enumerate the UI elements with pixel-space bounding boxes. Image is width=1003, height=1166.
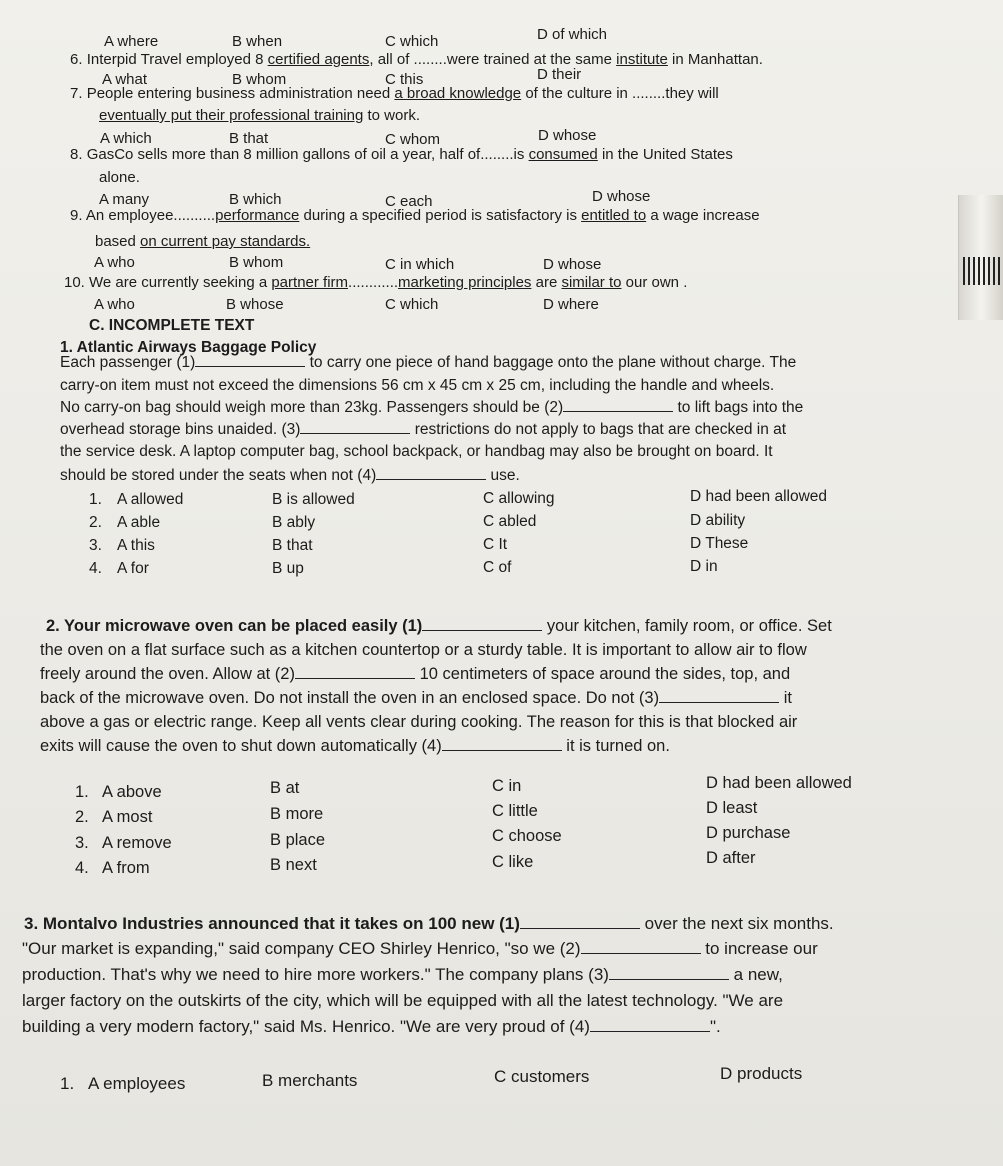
t2-o3-number: 3.	[75, 834, 89, 852]
t2-o4-a: A from	[102, 859, 150, 877]
text3-line-4: larger factory on the outskirts of the city, which will be equipped with all the latest technology. "We are	[22, 991, 784, 1010]
q8-option-a: A many	[99, 191, 150, 208]
text2-line-1: 2. Your microwave oven can be placed easily (1) your kitchen, family room, or office. Set	[46, 617, 832, 635]
t1-o2-a: A able	[117, 514, 161, 531]
question-10: 10. We are currently seeking a partner firm............marketing principles are similar to our own .	[64, 274, 688, 291]
question-6: 6. Interpid Travel employed 8 certified agents, all of ........were trained at the same institute in Manhattan.	[70, 51, 763, 68]
adjacent-sheet-edge	[958, 195, 1003, 320]
t1-o4-c: C of	[483, 559, 512, 576]
t1-o1-c: C allowing	[483, 490, 555, 507]
t1-o3-number: 3.	[89, 537, 102, 554]
t2-o4-b: B next	[270, 856, 317, 874]
q6-option-d: D their	[537, 66, 582, 83]
text2-line-5: above a gas or electric range. Keep all vents clear during cooking. The reason for this is that blocked air	[40, 713, 798, 731]
t1-o2-c: C abled	[483, 513, 537, 530]
q7-option-a: A which	[100, 130, 152, 147]
q10-option-a: A who	[94, 296, 135, 313]
t2-o1-c: C in	[492, 777, 522, 795]
text1-line-4: overhead storage bins unaided. (3) restrictions do not apply to bags that are checked in at	[60, 421, 787, 438]
t2-o1-number: 1.	[75, 783, 89, 801]
t2-o4-d: D after	[706, 849, 756, 867]
t1-o1-d: D had been allowed	[690, 488, 828, 505]
question-7: 7. People entering business administration need a broad knowledge of the culture in ........they will	[70, 85, 719, 102]
t1-o1-a: A allowed	[117, 491, 184, 508]
t2-o2-a: A most	[102, 808, 153, 826]
t1-o4-number: 4.	[89, 560, 102, 577]
text1-line-6: should be stored under the seats when not (4) use.	[60, 467, 520, 484]
question-7-line-2: eventually put their professional training to work.	[99, 107, 421, 124]
q9-option-d: D whose	[543, 256, 602, 273]
t1-o2-b: B ably	[272, 514, 316, 531]
text3-line-3: production. That's why we need to hire more workers." The company plans (3) a new,	[22, 965, 783, 984]
t2-o4-number: 4.	[75, 859, 89, 877]
text3-line-5: building a very modern factory," said Ms. Henrico. "We are very proud of (4) ".	[22, 1017, 721, 1036]
t2-o1-a: A above	[102, 783, 162, 801]
t2-o3-c: C choose	[492, 827, 562, 845]
section-heading: C. INCOMPLETE TEXT	[89, 317, 255, 334]
t3-o1-number: 1.	[60, 1074, 75, 1093]
q9-option-c: C in which	[385, 256, 455, 273]
t2-o4-c: C like	[492, 853, 534, 871]
question-8: 8. GasCo sells more than 8 million gallons of oil a year, half of........is consumed in the United States	[70, 146, 733, 163]
t1-o1-number: 1.	[89, 491, 102, 508]
t1-o4-b: B up	[272, 560, 304, 577]
t2-o2-number: 2.	[75, 808, 89, 826]
q10-option-d: D where	[543, 296, 599, 313]
t1-o3-c: C It	[483, 536, 508, 553]
text1-line-3: No carry-on bag should weigh more than 23kg. Passengers should be (2) to lift bags into the	[60, 399, 804, 416]
t1-o4-a: A for	[117, 560, 149, 577]
q8-option-c: C each	[385, 193, 433, 210]
q7-option-b: B that	[229, 130, 269, 147]
t2-o2-b: B more	[270, 805, 324, 823]
text1-title: 1. Atlantic Airways Baggage Policy	[60, 339, 317, 356]
q8-option-d: D whose	[592, 188, 651, 205]
t1-o4-d: D in	[690, 558, 718, 575]
question-8-line-2: alone.	[99, 169, 140, 186]
t1-o3-b: B that	[272, 537, 313, 554]
question-9-line-2: based on current pay standards.	[95, 233, 311, 250]
t2-o2-c: C little	[492, 802, 538, 820]
t1-o3-a: A this	[117, 537, 155, 554]
t2-o1-b: B at	[270, 779, 300, 797]
text3-line-1: 3. Montalvo Industries announced that it takes on 100 new (1) over the next six months.	[24, 914, 834, 933]
t2-o3-a: A remove	[102, 834, 172, 852]
t1-o2-d: D ability	[690, 512, 746, 529]
text2-line-3: freely around the oven. Allow at (2) 10 centimeters of space around the sides, top, and	[40, 665, 791, 683]
t3-o1-b: B merchants	[262, 1071, 358, 1090]
t2-o3-d: D purchase	[706, 824, 791, 842]
q8-option-b: B which	[229, 191, 282, 208]
t3-o1-d: D products	[720, 1064, 803, 1083]
q9-option-b: B whom	[229, 254, 284, 271]
text2-line-2: the oven on a flat surface such as a kitchen countertop or a sturdy table. It is important to allow air to flow	[40, 641, 807, 659]
q10-option-b: B whose	[226, 296, 284, 313]
barcode-marks	[963, 257, 1001, 285]
option-a: A where	[104, 33, 159, 50]
t1-o2-number: 2.	[89, 514, 102, 531]
option-c: C which	[385, 33, 439, 50]
text1-line-2: carry-on item must not exceed the dimensions 56 cm x 45 cm x 25 cm, including the handle and wheels.	[60, 377, 775, 394]
t1-o1-b: B is allowed	[272, 491, 355, 508]
text2-line-6: exits will cause the oven to shut down automatically (4) it is turned on.	[40, 737, 670, 755]
q6-option-c: C this	[385, 71, 424, 88]
question-9: 9. An employee..........performance during a specified period is satisfactory is entitled to a wage increase	[70, 207, 760, 224]
q7-option-d: D whose	[538, 127, 597, 144]
text1-line-5: the service desk. A laptop computer bag, school backpack, or handbag may also be brought on board. It	[60, 443, 773, 460]
option-b: B when	[232, 33, 283, 50]
q9-option-a: A who	[94, 254, 135, 271]
q7-option-c: C whom	[385, 131, 441, 148]
q6-option-a: A what	[102, 71, 148, 88]
t3-o1-a: A employees	[88, 1074, 186, 1093]
text1-line-1: Each passenger (1) to carry one piece of hand baggage onto the plane without charge. The	[60, 354, 797, 371]
t2-o3-b: B place	[270, 831, 326, 849]
q6-option-b: B whom	[232, 71, 287, 88]
text3-line-2: "Our market is expanding," said company CEO Shirley Henrico, "so we (2) to increase our	[22, 939, 818, 958]
text2-line-4: back of the microwave oven. Do not install the oven in an enclosed space. Do not (3) it	[40, 689, 792, 707]
t3-o1-c: C customers	[494, 1067, 590, 1086]
t1-o3-d: D These	[690, 535, 749, 552]
q10-option-c: C which	[385, 296, 439, 313]
option-d: D of which	[537, 26, 608, 43]
t2-o2-d: D least	[706, 799, 758, 817]
t2-o1-d: D had been allowed	[706, 774, 852, 792]
